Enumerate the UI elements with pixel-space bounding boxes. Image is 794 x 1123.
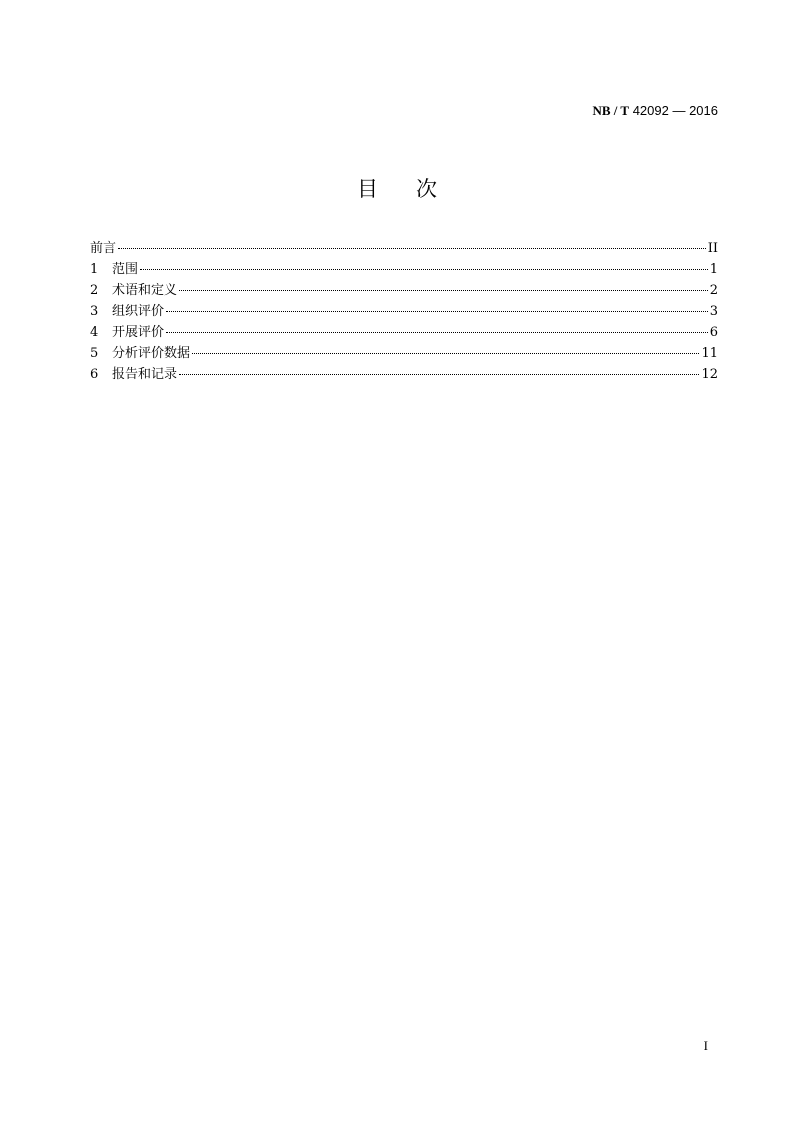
toc-entry-number: 2 (90, 283, 99, 298)
toc-entry-title: 范围 (112, 262, 139, 277)
toc-leader-dots (179, 289, 708, 291)
toc-entry-page: 1 (709, 262, 718, 277)
toc-leader-dots (166, 331, 708, 333)
toc-entry-title: 报告和记录 (112, 367, 178, 382)
toc-entry-5[interactable] (90, 343, 718, 364)
toc-entry-foreword[interactable] (90, 238, 718, 259)
toc-entry-page: 11 (701, 346, 718, 361)
toc-leader-dots (118, 247, 706, 249)
toc-entry-4[interactable] (90, 322, 718, 343)
toc-entry-page: 12 (701, 367, 718, 382)
toc-entry-page: 2 (709, 283, 718, 298)
toc-leader-dots (192, 352, 699, 354)
standard-number-header (592, 103, 718, 119)
toc-entry-title: 分析评价数据 (112, 346, 191, 361)
toc-entry-title: 前言 (90, 241, 117, 256)
toc-leader-dots (179, 373, 699, 375)
standard-code: NB / T (592, 103, 630, 118)
page-title: 目次 (357, 177, 475, 201)
page-number: I (703, 1038, 708, 1053)
toc-entry-page: 6 (709, 325, 718, 340)
toc-entry-number: 5 (90, 346, 99, 361)
toc-leader-dots (166, 310, 708, 312)
toc-leader-dots (140, 268, 708, 270)
toc-entry-6[interactable] (90, 364, 718, 385)
toc-entry-title: 开展评价 (112, 325, 165, 340)
toc-entry-number: 3 (90, 304, 99, 319)
toc-entry-page: II (707, 241, 718, 256)
toc-entry-1[interactable] (90, 259, 718, 280)
toc-entry-3[interactable] (90, 301, 718, 322)
toc-entry-page: 3 (709, 304, 718, 319)
toc-entry-title: 术语和定义 (112, 283, 178, 298)
table-of-contents (90, 238, 718, 385)
toc-entry-number: 1 (90, 262, 99, 277)
standard-number: 42092 — 2016 (632, 103, 718, 118)
toc-entry-number: 6 (90, 367, 99, 382)
toc-entry-2[interactable] (90, 280, 718, 301)
toc-entry-title: 组织评价 (112, 304, 165, 319)
toc-entry-number: 4 (90, 325, 99, 340)
